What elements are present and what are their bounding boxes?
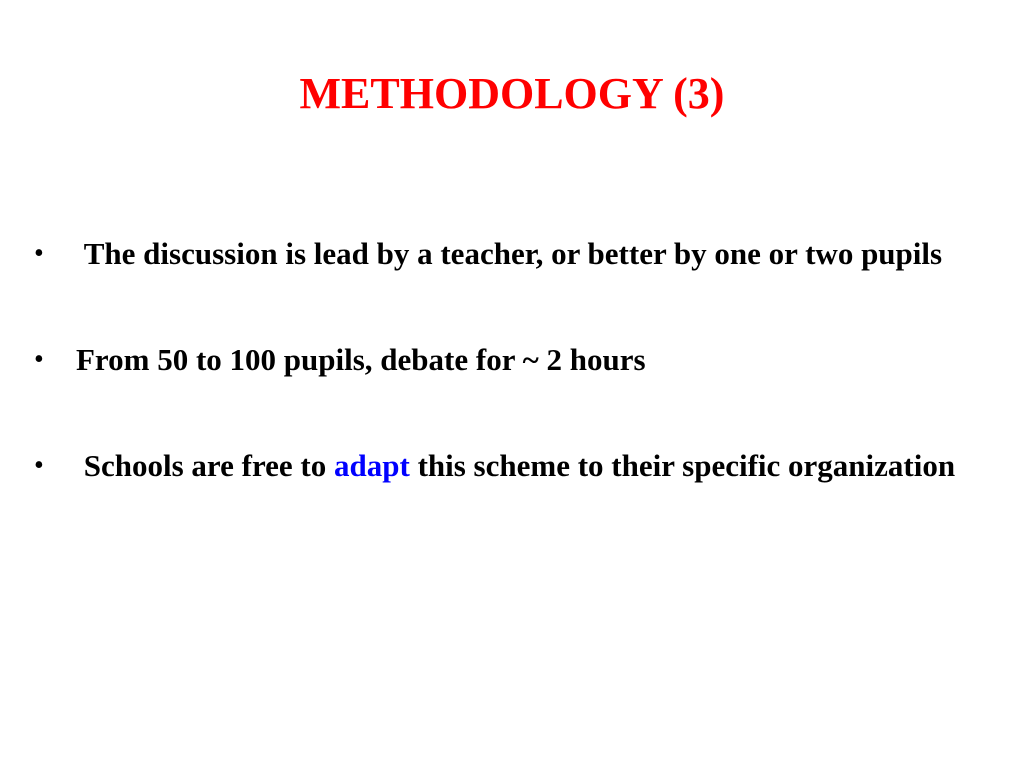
bullet-list — [34, 232, 1014, 488]
bullet-text: The discussion is lead by a teacher, or better by one or two pupils — [76, 236, 943, 271]
highlighted-word: adapt — [334, 448, 410, 483]
bullet-item — [34, 444, 1014, 488]
bullet-dot-icon: • — [34, 238, 44, 269]
bullet-text-before: Schools are free to — [76, 448, 334, 483]
slide-title: METHODOLOGY (3) — [299, 69, 725, 118]
bullet-dot-icon: • — [34, 450, 44, 481]
bullet-item — [34, 338, 1014, 382]
bullet-text-after: this scheme to their specific organization — [409, 448, 956, 483]
bullet-item — [34, 232, 1014, 276]
bullet-dot-icon: • — [34, 344, 44, 375]
bullet-text: From 50 to 100 pupils, debate for ~ 2 hours — [76, 342, 646, 377]
